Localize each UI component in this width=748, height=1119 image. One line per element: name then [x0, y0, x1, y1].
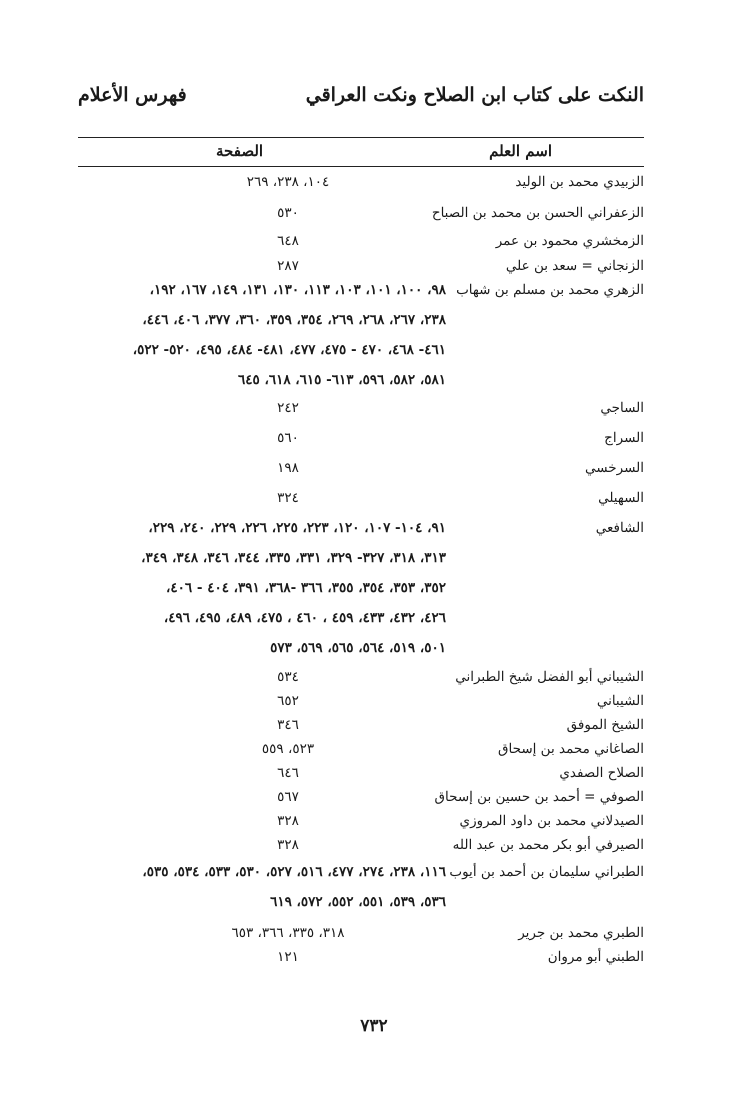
entry-name: الزعفراني الحسن بن محمد بن الصباح	[431, 205, 644, 221]
index-entry	[78, 516, 644, 665]
index-entry	[78, 486, 644, 516]
index-entry	[78, 278, 644, 396]
entry-pages: ١٢١	[277, 949, 299, 965]
index-entry	[78, 921, 644, 945]
entry-pages: ٢٨٧	[277, 258, 299, 274]
entry-pages: ٣٢٨	[277, 837, 299, 853]
index-entry	[78, 426, 644, 456]
entry-pages: ٥٣٠	[277, 205, 299, 221]
entry-pages: ٥٦٠	[277, 430, 299, 446]
entry-pages: ٥٢٣، ٥٥٩	[261, 741, 315, 757]
index-entry	[78, 785, 644, 809]
index-entry	[78, 456, 644, 486]
index-entry	[78, 396, 644, 426]
index-entry	[78, 945, 644, 969]
entry-name: الزهري محمد بن مسلم بن شهاب	[456, 282, 644, 298]
entry-name: الشافعي	[595, 520, 644, 536]
entry-name: الصوفي = أحمد بن حسين بن إسحاق	[434, 789, 644, 805]
entry-name: السهيلي	[598, 490, 644, 506]
index-entry	[78, 201, 644, 229]
entry-pages: ٢٤٢	[277, 400, 299, 416]
header-divider	[78, 137, 644, 138]
entry-name: الصلاح الصفدي	[559, 765, 644, 781]
entry-name: الزمخشري محمود بن عمر	[495, 233, 644, 249]
entry-name: الصيرفي أبو بكر محمد بن عبد الله	[452, 837, 644, 853]
entry-pages: ٥٠١، ٥١٩، ٥٦٤، ٥٦٥، ٥٦٩، ٥٧٣	[270, 640, 446, 656]
entry-name: الطبراني سليمان بن أحمد بن أيوب	[449, 864, 644, 880]
entry-name: السراج	[604, 430, 644, 446]
entry-pages: ١٠٤، ٢٣٨، ٢٦٩	[246, 174, 330, 190]
page-number: ٧٣٢	[360, 1016, 388, 1036]
entry-pages: ٥٣٦، ٥٣٩، ٥٥١، ٥٥٢، ٥٧٢، ٦١٩	[270, 894, 446, 910]
index-entry	[78, 229, 644, 254]
column-header-divider	[78, 166, 644, 167]
entry-pages: ٦٤٨	[277, 233, 299, 249]
index-entry	[78, 833, 644, 860]
entry-name: السرخسي	[585, 460, 644, 476]
column-headers	[78, 140, 644, 166]
entry-name: الطبني أبو مروان	[547, 949, 644, 965]
entry-pages: ١٩٨	[277, 460, 299, 476]
index-entry	[78, 713, 644, 737]
page-column-header: الصفحة	[216, 142, 264, 160]
running-header	[78, 78, 644, 112]
entry-pages: ١١٦، ٢٣٨، ٢٧٤، ٤٧٧، ٥١٦، ٥٢٧، ٥٣٠، ٥٣٣، ٥٣٤، ٥٣٥،	[142, 864, 446, 880]
index-entry	[78, 737, 644, 761]
book-title: النكت على كتاب ابن الصلاح ونكت العراقي	[305, 84, 644, 106]
entry-pages: ٥٦٧	[277, 789, 299, 805]
index-entry	[78, 170, 644, 201]
entry-pages: ٢٣٨، ٢٦٧، ٢٦٨، ٢٦٩، ٣٥٤، ٣٥٩، ٣٦٠، ٣٧٧، ٤٠٦، ٤٤٦،	[142, 312, 446, 328]
index-entry	[78, 809, 644, 833]
entry-pages: ٣٤٦	[277, 717, 299, 733]
entry-pages: ٣٢٤	[277, 490, 299, 506]
index-entry	[78, 860, 644, 921]
name-column-header: اسم العلم	[489, 142, 552, 160]
entry-pages: ٦٥٢	[277, 693, 299, 709]
entry-name: الشيخ الموفق	[566, 717, 644, 733]
index-list	[78, 170, 644, 969]
entry-name: الصاغاني محمد بن إسحاق	[498, 741, 644, 757]
index-entry	[78, 761, 644, 785]
entry-pages: ٥٨١، ٥٨٢، ٥٩٦، ٦١٣- ٦١٥، ٦١٨، ٦٤٥	[238, 372, 446, 388]
entry-name: الزنجاني = سعد بن علي	[505, 258, 644, 274]
entry-name: الساجي	[600, 400, 644, 416]
entry-pages: ٣٥٢، ٣٥٣، ٣٥٤، ٣٥٥، ٣٦٦ -٣٦٨، ٣٩١، ٤٠٤ - ٤٠٦،	[166, 580, 446, 596]
entry-pages: ٩٨، ١٠٠، ١٠١، ١٠٣، ١١٣، ١٣٠، ١٣١، ١٤٩، ١٦٧، ١٩٢،	[149, 282, 446, 298]
entry-name: الطبري محمد بن جرير	[518, 925, 644, 941]
index-entry	[78, 689, 644, 713]
entry-pages: ٣١٨، ٣٣٥، ٣٦٦، ٦٥٣	[231, 925, 345, 941]
entry-pages: ٩١، ١٠٤- ١٠٧، ١٢٠، ٢٢٣، ٢٢٥، ٢٢٦، ٢٢٩، ٢٤٠، ٢٢٩،	[148, 520, 446, 536]
index-entry	[78, 665, 644, 689]
entry-pages: ٣١٣، ٣١٨، ٣٢٧- ٣٢٩، ٣٣١، ٣٣٥، ٣٤٤، ٣٤٦، ٣٤٨، ٣٤٩،	[141, 550, 446, 566]
entry-pages: ٥٣٤	[277, 669, 299, 685]
entry-name: الشيباني	[596, 693, 644, 709]
entry-pages: ٤٦١- ٤٦٨، ٤٧٠ - ٤٧٥، ٤٧٧، ٤٨١- ٤٨٤، ٤٩٥، ٥٢٠- ٥٢٢،	[132, 342, 446, 358]
entry-pages: ٦٤٦	[277, 765, 299, 781]
index-entry	[78, 254, 644, 278]
entry-name: الزبيدي محمد بن الوليد	[515, 174, 644, 190]
entry-pages: ٤٢٦، ٤٣٢، ٤٣٣، ٤٥٩ ، ٤٦٠ ، ٤٧٥، ٤٨٩، ٤٩٥، ٤٩٦،	[163, 610, 446, 626]
section-title: فهرس الأعلام	[78, 84, 187, 106]
entry-name: الشيباني أبو الفضل شيخ الطبراني	[455, 669, 644, 685]
entry-pages: ٣٢٨	[277, 813, 299, 829]
entry-name: الصيدلاني محمد بن داود المروزي	[459, 813, 644, 829]
